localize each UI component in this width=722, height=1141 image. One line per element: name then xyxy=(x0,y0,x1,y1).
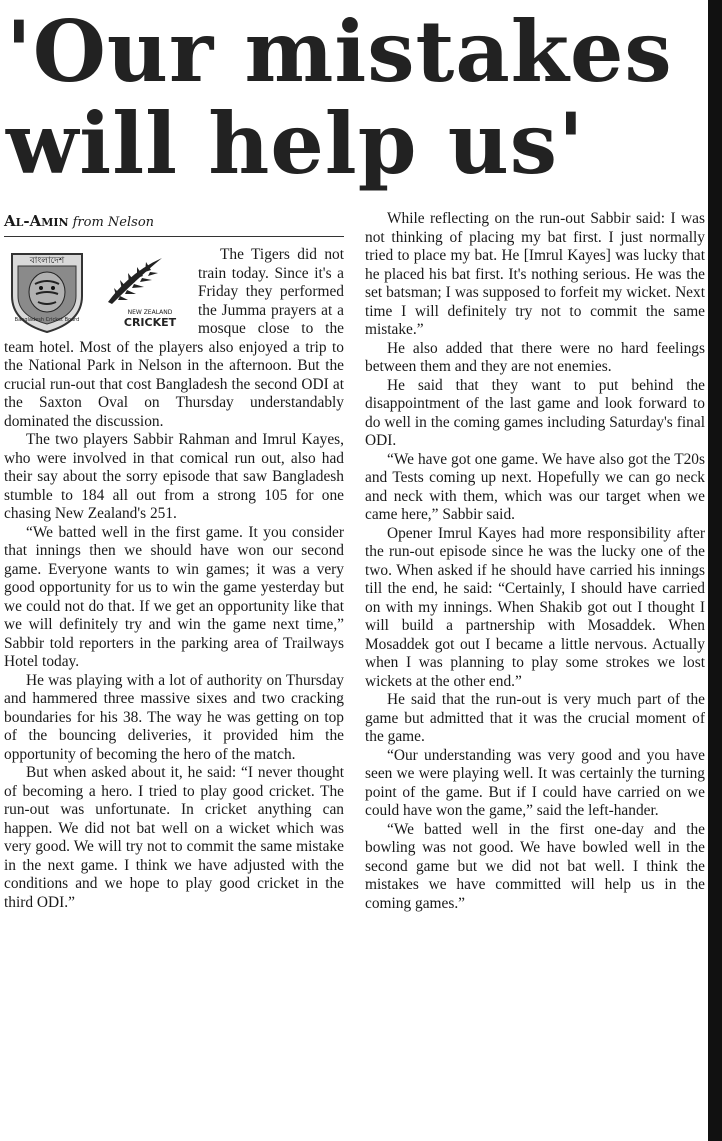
article-paragraph: “We batted well in the first game. It you consider that innings then we should have won our second game. Everyone wants to win games; it was a very good opportunity for us to win the game yesterday but we could not do that. If we get an opportunity like that we will definitely try and win the game next time,” Sabbir told reporters in the parking area of Trailways Hotel today. xyxy=(4,523,344,670)
nz-logo-line-2: CRICKET xyxy=(123,316,177,329)
article-paragraph: He was playing with a lot of authority on Thursday and hammered three massive sixes and two cracking boundaries for his 38. The way he was getting on top of the bouncing deliveries, it provided him the opportunity of becoming the hero of the match. xyxy=(4,671,344,763)
article-paragraph: Opener Imrul Kayes had more responsibility after the run-out episode since he was the lucky one of the two. When asked if he should have carried his innings till the end, he said: “Certainly, I should have carried on with my innings. When Shakib got out I thought I will build a partnership with Mosaddek. When Mosaddek got out I became a little nervous. Actually when I was planning to play some strokes we lost wickets at the other end.” xyxy=(365,524,705,690)
article-paragraph: The Tigers did not train today. Since it's a Friday they performed the Jumma prayers at a mosque close to the team hotel. Most of the players also enjoyed a trip to the National Park in Nelson in the afternoon. But the crucial run-out that cost Bangladesh the second ODI at the Saxton Oval on Thursday understandably dominated the discussion. xyxy=(4,246,344,430)
article-paragraph: He said that they want to put behind the disappointment of the last game and look forward to do well in the coming games including Saturday's final ODI. xyxy=(365,376,705,449)
article-paragraph: “We batted well in the first one-day and the bowling was not good. We have bowled well in the second game but we did not bat well. I think the mistakes we have committed will help us in the coming games.” xyxy=(365,820,705,912)
nz-logo-line-1: NEW ZEALAND xyxy=(127,309,173,316)
article-paragraph: He said that the run-out is very much part of the game but admitted that it was the crucial moment of the game. xyxy=(365,691,705,745)
article-paragraph: While reflecting on the run-out Sabbir said: I was not thinking of placing my bat first. I just normally tried to place my bat. He [Imrul Kayes] was lucky that he placed his bat first. It's nothing serious. He was the set batsman; I was supposed to forfeit my wicket. Next time I will definitely try not to commit the same mistake.” xyxy=(365,210,705,338)
article-paragraph: He also added that there were no hard feelings between them and they are not enemies. xyxy=(365,339,705,375)
new-zealand-cricket-fern-logo-icon xyxy=(100,252,186,332)
team-logos xyxy=(4,246,192,336)
article-paragraph: “We have got one game. We have also got the T20s and Tests coming up next. Hopefully we can go neck and neck with them, which was our target when we came here,” Sabbir said. xyxy=(365,450,705,523)
headline-line-1: 'Our mistakes xyxy=(6,2,673,101)
article-column-left xyxy=(4,246,344,912)
bcb-logo-top-text: বাংলাদেশ xyxy=(29,256,65,266)
byline-location: from Nelson xyxy=(72,215,155,230)
bcb-logo-bottom-text: Bangladesh Cricket Board xyxy=(14,317,80,323)
bangladesh-cricket-board-logo-icon xyxy=(6,250,88,334)
article-paragraph: The two players Sabbir Rahman and Imrul Kayes, who were involved in that comical run out, also had their say about the sorry episode that saw Bangladesh stumble to 184 all out from a strong 105 for one chasing New Zealand's 251. xyxy=(4,431,344,522)
headline-line-2: will help us' xyxy=(6,94,585,193)
article-column-right xyxy=(365,210,705,913)
page-edge-bar xyxy=(708,0,722,1141)
byline-author: Al-Amin xyxy=(4,212,69,230)
article-paragraph: “Our understanding was very good and you have seen we were playing well. It was certainly the turning point of the game. But if I could have carried on we could have won the game,” said the left-hander. xyxy=(365,746,705,819)
article-paragraph: But when asked about it, he said: “I never thought of becoming a hero. I tried to play good cricket. The run-out was unfortunate. In cricket anything can happen. We did not bat well on a wicket which was very good. We will try not to commit the same mistake in the next game. I think we have adjusted with the conditions and we hope to play good cricket in the third ODI.” xyxy=(4,764,344,911)
headline xyxy=(6,2,706,193)
byline xyxy=(4,212,344,237)
